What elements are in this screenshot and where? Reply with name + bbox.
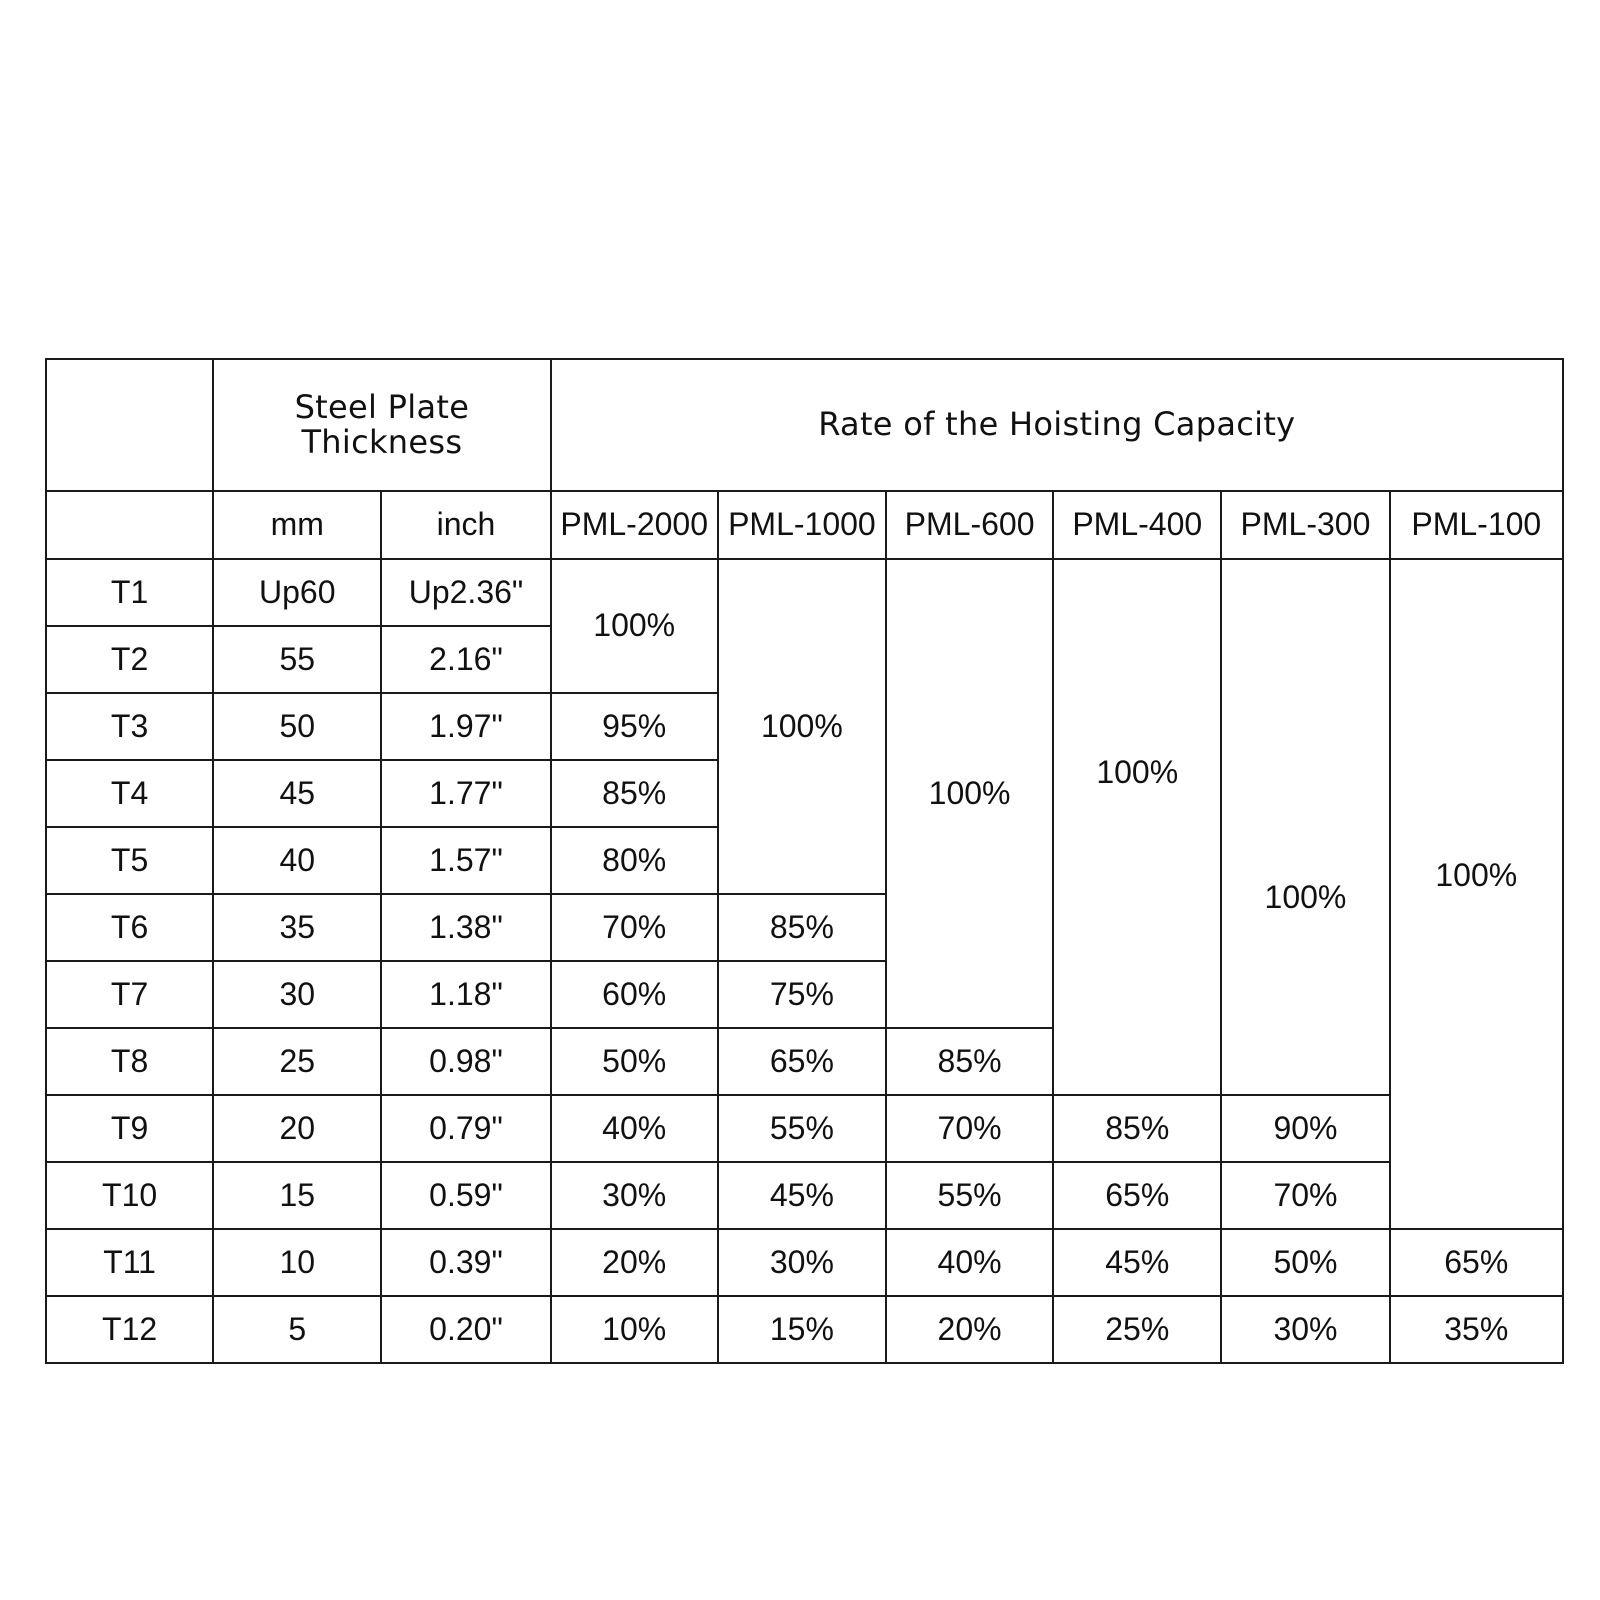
model-header-pml-600: PML-600: [886, 491, 1053, 559]
pml-300-rate-cell: 70%: [1221, 1162, 1389, 1229]
table-row-t11: [46, 1229, 1563, 1296]
thickness-mm-cell: 50: [213, 693, 381, 760]
pml-400-rate-cell: 45%: [1053, 1229, 1221, 1296]
thickness-mm-cell: 10: [213, 1229, 381, 1296]
pml-2000-rate-t1-t2: 100%: [551, 559, 718, 693]
row-id-cell: T5: [46, 827, 213, 894]
steel-plate-thickness-header: [213, 359, 550, 491]
pml-300-rate-t1-t8: 100%: [1221, 559, 1389, 1095]
pml-600-rate-cell: 55%: [886, 1162, 1053, 1229]
thickness-mm-cell: 30: [213, 961, 381, 1028]
thickness-mm-cell: 5: [213, 1296, 381, 1363]
model-header-pml-100: PML-100: [1390, 491, 1563, 559]
thickness-inch-cell: 1.77": [381, 760, 550, 827]
pml-1000-rate-cell: 55%: [718, 1095, 886, 1162]
row-id-cell: T10: [46, 1162, 213, 1229]
hoisting-capacity-table: [45, 358, 1564, 1364]
pml-600-rate-cell: 40%: [886, 1229, 1053, 1296]
model-header-pml-300: PML-300: [1221, 491, 1389, 559]
thickness-mm-cell: 25: [213, 1028, 381, 1095]
thickness-mm-cell: 20: [213, 1095, 381, 1162]
pml-1000-rate-cell: 30%: [718, 1229, 886, 1296]
pml-100-rate-cell: 65%: [1390, 1229, 1563, 1296]
row-id-cell: T1: [46, 559, 213, 626]
pml-1000-rate-cell: 65%: [718, 1028, 886, 1095]
rate-of-hoisting-capacity-header: Rate of the Hoisting Capacity: [551, 359, 1563, 491]
row-id-cell: T4: [46, 760, 213, 827]
row-id-cell: T8: [46, 1028, 213, 1095]
model-header-pml-2000: PML-2000: [551, 491, 718, 559]
thickness-mm-cell: 15: [213, 1162, 381, 1229]
steel-plate-header-line2: Thickness: [301, 423, 463, 461]
pml-600-rate-cell: 85%: [886, 1028, 1053, 1095]
pml-2000-rate-cell: 20%: [551, 1229, 718, 1296]
thickness-inch-cell: 0.20": [381, 1296, 550, 1363]
thickness-inch-cell: 0.98": [381, 1028, 550, 1095]
id-header-empty-cell: [46, 491, 213, 559]
pml-2000-rate-cell: 95%: [551, 693, 718, 760]
pml-300-rate-cell: 30%: [1221, 1296, 1389, 1363]
thickness-inch-cell: 1.57": [381, 827, 550, 894]
model-header-pml-1000: PML-1000: [718, 491, 886, 559]
steel-plate-header-line1: Steel Plate: [294, 387, 470, 426]
pml-2000-rate-cell: 30%: [551, 1162, 718, 1229]
pml-100-rate-cell: 35%: [1390, 1296, 1563, 1363]
pml-1000-rate-t1-t5: 100%: [718, 559, 886, 894]
row-id-cell: T12: [46, 1296, 213, 1363]
pml-400-rate-cell: 85%: [1053, 1095, 1221, 1162]
row-id-cell: T6: [46, 894, 213, 961]
pml-2000-rate-cell: 60%: [551, 961, 718, 1028]
pml-2000-rate-cell: 40%: [551, 1095, 718, 1162]
corner-empty-cell: [46, 359, 213, 491]
thickness-inch-cell: 1.18": [381, 961, 550, 1028]
thickness-inch-cell: 0.59": [381, 1162, 550, 1229]
thickness-inch-cell: Up2.36": [381, 559, 550, 626]
thickness-inch-cell: 1.38": [381, 894, 550, 961]
thickness-mm-cell: 40: [213, 827, 381, 894]
inch-header: inch: [381, 491, 550, 559]
thickness-inch-cell: 1.97": [381, 693, 550, 760]
pml-100-rate-t1-t10: 100%: [1390, 559, 1563, 1229]
thickness-inch-cell: 2.16": [381, 626, 550, 693]
thickness-mm-cell: 45: [213, 760, 381, 827]
thickness-mm-cell: 35: [213, 894, 381, 961]
row-id-cell: T11: [46, 1229, 213, 1296]
thickness-inch-cell: 0.79": [381, 1095, 550, 1162]
pml-600-rate-cell: 20%: [886, 1296, 1053, 1363]
pml-600-rate-cell: 70%: [886, 1095, 1053, 1162]
thickness-mm-cell: 55: [213, 626, 381, 693]
pml-2000-rate-cell: 50%: [551, 1028, 718, 1095]
pml-1000-rate-cell: 85%: [718, 894, 886, 961]
pml-1000-rate-cell: 45%: [718, 1162, 886, 1229]
header-row-units: [46, 491, 1563, 559]
pml-400-rate-cell: 65%: [1053, 1162, 1221, 1229]
thickness-mm-cell: Up60: [213, 559, 381, 626]
row-id-cell: T7: [46, 961, 213, 1028]
pml-400-rate-cell: 25%: [1053, 1296, 1221, 1363]
table-row-t9: [46, 1095, 1563, 1162]
model-header-pml-400: PML-400: [1053, 491, 1221, 559]
pml-2000-rate-cell: 10%: [551, 1296, 718, 1363]
pml-400-rate-t1-t8: 100%: [1053, 559, 1221, 1095]
pml-300-rate-cell: 90%: [1221, 1095, 1389, 1162]
thickness-inch-cell: 0.39": [381, 1229, 550, 1296]
pml-1000-rate-cell: 75%: [718, 961, 886, 1028]
pml-2000-rate-cell: 70%: [551, 894, 718, 961]
pml-2000-rate-cell: 85%: [551, 760, 718, 827]
pml-300-rate-cell: 50%: [1221, 1229, 1389, 1296]
table-row-t10: [46, 1162, 1563, 1229]
table-row-t12: [46, 1296, 1563, 1363]
table-row-t1: [46, 559, 1563, 626]
header-row-top: [46, 359, 1563, 491]
row-id-cell: T9: [46, 1095, 213, 1162]
pml-2000-rate-cell: 80%: [551, 827, 718, 894]
row-id-cell: T3: [46, 693, 213, 760]
row-id-cell: T2: [46, 626, 213, 693]
mm-header: mm: [213, 491, 381, 559]
pml-600-rate-t1-t7: 100%: [886, 559, 1053, 1028]
pml-1000-rate-cell: 15%: [718, 1296, 886, 1363]
